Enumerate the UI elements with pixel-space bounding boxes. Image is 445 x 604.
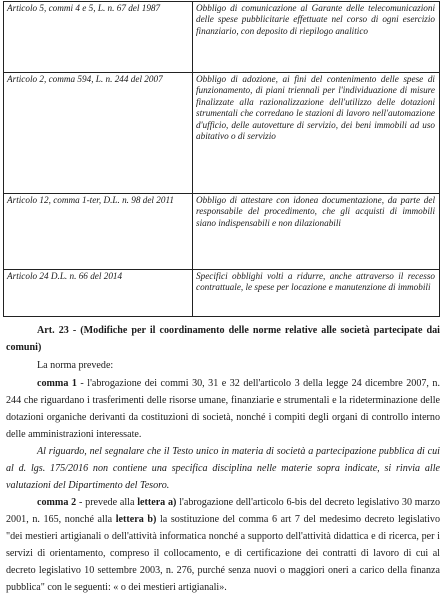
table-row — [4, 270, 440, 317]
comma-1-paragraph — [6, 375, 440, 443]
table-row — [4, 194, 440, 270]
note-paragraph: Al riguardo, nel segnalare che il Testo unico in materia di società a partecipazione pubblica di cui al d. lgs. 175/2016 non contiene una specifica disciplina nelle materie sopra indicate, si rinvia alle valutazioni del Dipartimento del Tesoro. — [6, 446, 440, 491]
comma-2-text-3: la sostituzione del comma 6 art 7 del medesimo decreto legislativo "dei mestieri artigianali o dell'attività informatica nonché a supporto dell'attività didattica e di ricerca, per i servizi di orientamento, compreso il collocamento, e di certificazione dei contratti di lavoro di cui al decreto legislativo 10 settembre 2003, n. 276, purché senza nuovi o maggiori oneri a carico della finanza pubblica" con le seguenti: « o dei mestieri artigianali». — [6, 514, 440, 593]
comma-2-label: comma 2 — [37, 497, 77, 508]
comma-2-paragraph — [6, 494, 440, 596]
lettera-a-label: lettera a) — [137, 497, 177, 508]
intro-paragraph: La norma prevede: — [37, 360, 114, 371]
norm-reference-cell: Articolo 2, comma 594, L. n. 244 del 2007 — [4, 73, 193, 194]
comma-2-text-2: l'abrogazione dell'articolo 6-bis del decreto legislativo 30 marzo 2001, n. 165, nonché alla — [6, 497, 440, 525]
norm-reference-cell: Articolo 5, commi 4 e 5, L. n. 67 del 1987 — [4, 2, 193, 73]
article-title: Art. 23 - (Modifiche per il coordinamento delle norme relative alle società partecipate dai comuni) — [6, 325, 440, 353]
norm-description-cell: Obbligo di comunicazione al Garante delle telecomunicazioni delle spese pubblicitarie effettuate nel corso di ogni esercizio finanziario, con deposito di riepilogo analitico — [193, 2, 440, 73]
norm-reference-cell: Articolo 24 D.L. n. 66 del 2014 — [4, 270, 193, 317]
norm-description-cell: Obbligo di adozione, ai fini del contenimento delle spese di funzionamento, di piani triennali per l'individuazione di misure finalizzate alla razionalizzazione dell'utilizzo delle dotazioni strumentali che corredano le stazioni di lavoro nell'automazione d'ufficio, delle autovetture di servizio, dei beni immobili ad uso abitativo o di servizio — [193, 73, 440, 194]
table-row — [4, 73, 440, 194]
comma-1-text: - l'abrogazione dei commi 30, 31 e 32 dell'articolo 3 della legge 24 dicembre 2007, n. 244 che riguardano i trasferimenti delle risorse umane, finanziarie e strumentali e la rideterminazione delle dotazioni organiche derivanti da costituzioni di società, nonché i compiti degli organi di controllo interno delle amministrazioni interessate. — [6, 378, 440, 440]
comma-2-text-1: - prevede alla — [76, 497, 138, 508]
lettera-b-label: lettera b) — [115, 514, 157, 525]
table-row — [4, 2, 440, 73]
norm-reference-cell: Articolo 12, comma 1-ter, D.L. n. 98 del 2011 — [4, 194, 193, 270]
norms-table — [3, 1, 440, 317]
norm-description-cell: Specifici obblighi volti a ridurre, anche attraverso il recesso contrattuale, le spese per locazione e manutenzione di immobili — [193, 270, 440, 317]
comma-1-label: comma 1 — [37, 378, 77, 389]
norm-description-cell: Obbligo di attestare con idonea documentazione, da parte del responsabile del procedimento, che gli acquisti di immobili siano indispensabili e non dilazionabili — [193, 194, 440, 270]
